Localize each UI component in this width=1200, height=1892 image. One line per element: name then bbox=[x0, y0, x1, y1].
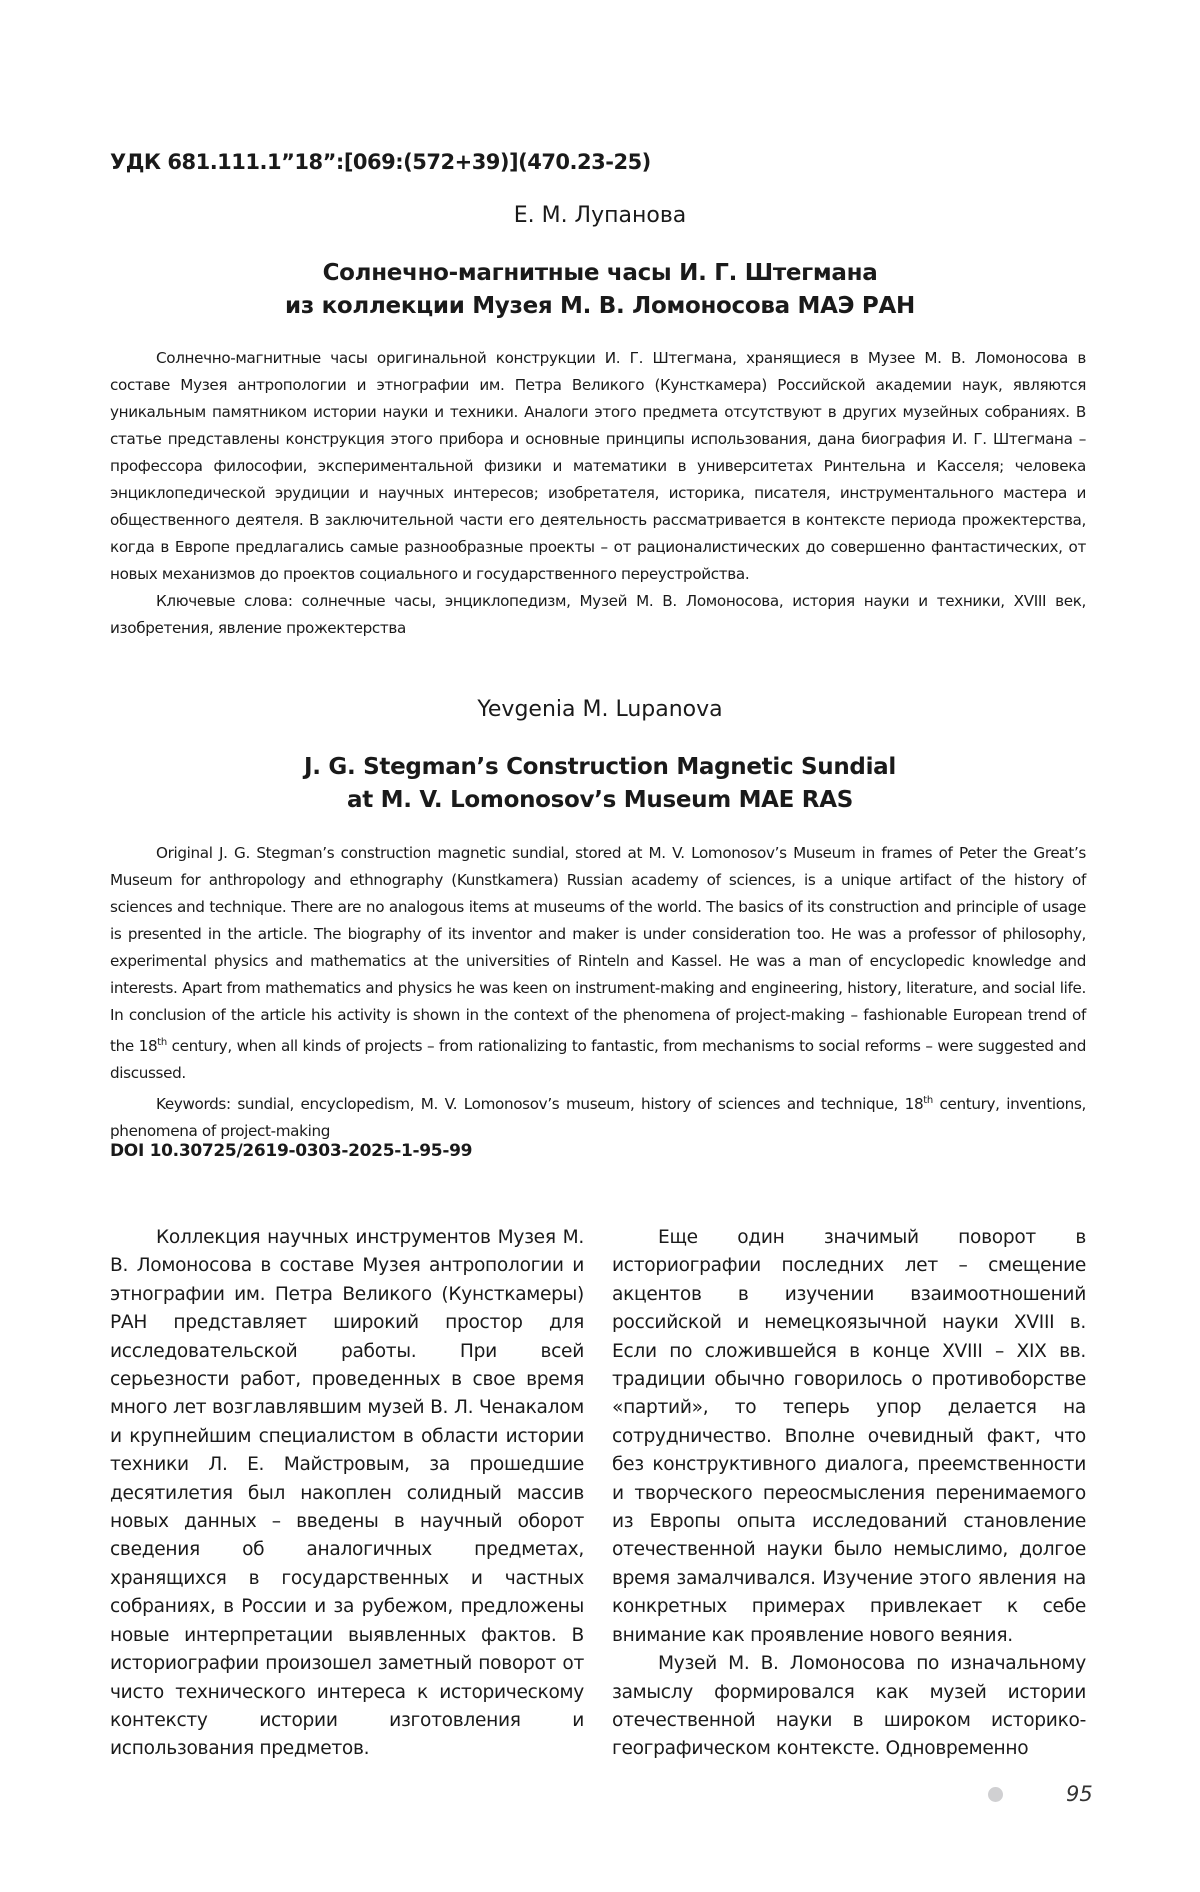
superscript: th bbox=[157, 1037, 167, 1048]
title-en-line1: J. G. Stegman’s Construction Magnetic Sundial bbox=[304, 754, 896, 780]
title-en bbox=[0, 751, 1200, 817]
abstract-en bbox=[110, 840, 1086, 1145]
abstract-ru bbox=[110, 345, 1086, 642]
body-column-right bbox=[612, 1224, 1086, 1764]
abstract-en-part1: Original J. G. Stegman’s construction magnetic sundial, stored at M. V. Lomonosov’s Museum in frames of Peter the Great’s Museum for anthropology and ethnography (Kunstkamera) Russian academy of sciences, is a unique artifact of the history of sciences and technique. There are no analogous items at museums of the world. The basics of its construction and principle of usage is presented in the article. The biography of its inventor and maker is under consideration too. He was a professor of philosophy, experimental physics and mathematics at the universities of Rinteln and Kassel. He was a man of encyclopedic knowledge and interests. Apart from mathematics and physics he was keen on instrument-making and engineering, history, literature, and social life. In conclusion of the article his activity is shown in the context of the phenomena of project-making – fashionable European trend of the 18 bbox=[110, 844, 1086, 1056]
title-ru bbox=[0, 257, 1200, 323]
body-column-left bbox=[110, 1224, 584, 1764]
doi: DOI 10.30725/2619-0303-2025-1-95-99 bbox=[110, 1141, 473, 1161]
superscript: th bbox=[923, 1095, 933, 1107]
title-ru-line1: Солнечно-магнитные часы И. Г. Штегмана bbox=[322, 260, 878, 286]
keywords-ru: Ключевые слова: солнечные часы, энциклопедизм, Музей М. В. Ломоносова, история науки и техники, XVIII век, изобретения, явление прожектерства bbox=[110, 592, 1086, 637]
keywords-en-part1: Keywords: sundial, encyclopedism, M. V. Lomonosov’s museum, history of sciences and technique, 18 bbox=[156, 1095, 924, 1114]
title-en-line2: at M. V. Lomonosov’s Museum MAE RAS bbox=[347, 787, 853, 813]
page-number: 95 bbox=[1066, 1782, 1093, 1806]
page-dot-decoration bbox=[988, 1787, 1003, 1802]
abstract-en-part2: century, when all kinds of projects – from rationalizing to fantastic, from mechanisms to social reforms – were suggested and discussed. bbox=[110, 1037, 1086, 1083]
author-ru: Е. М. Лупанова bbox=[513, 203, 687, 228]
body-paragraph: Коллекция научных инструментов Музея М. В. Ломоносова в составе Музея антропологии и этнографии им. Петра Великого (Кунсткамеры) РАН представляет широкий простор для исследовательской работы. При всей серьезности работ, проведенных в свое время много лет возглавлявшим музей В. Л. Ченакалом и крупнейшим специалистом в области истории техники Л. Е. Майстровым, за прошедшие десятилетия был накоплен солидный массив новых данных – введены в научный оборот сведения об аналогичных предметах, хранящихся в государственных и частных собраниях, в России и за рубежом, предложены новые интерпретации выявленных фактов. В историографии произошел заметный поворот от чисто технического интереса к историческому контексту истории изготовления и использования предметов. bbox=[110, 1227, 584, 1760]
title-ru-line2: из коллекции Музея М. В. Ломоносова МАЭ РАН bbox=[285, 293, 915, 319]
author-en: Yevgenia M. Lupanova bbox=[477, 697, 723, 722]
keywords-en bbox=[110, 1087, 1086, 1145]
body-paragraph: Музей М. В. Ломоносова по изначальному замыслу формировался как музей истории отечественной науки в широком историко-географическом контексте. Одновременно bbox=[612, 1653, 1086, 1760]
abstract-en-text bbox=[110, 840, 1086, 1087]
body-paragraph: Еще один значимый поворот в историографии последних лет – смещение акцентов в изучении взаимоотношений российской и немецкоязычной науки XVIII в. Если по сложившейся в конце XVIII – XIX вв. традиции обычно говорилось о противоборстве «партий», то теперь упор делается на сотрудничество. Вполне очевидный факт, что без конструктивного диалога, преемственности и творческого переосмысления перенимаемого из Европы опыта исследований становление отечественной науки было немыслимо, долгое время замалчивался. Изучение этого явления на конкретных примерах привлекает к себе внимание как проявление нового веяния. bbox=[612, 1227, 1086, 1646]
abstract-ru-text: Солнечно-магнитные часы оригинальной конструкции И. Г. Штегмана, хранящиеся в Музее М. В. Ломоносова в составе Музея антропологии и этнографии им. Петра Великого (Кунсткамера) Российской академии наук, являются уникальным памятником истории науки и техники. Аналоги этого предмета отсутствуют в других музейных собраниях. В статье представлены конструкция этого прибора и основные принципы использования, дана биография И. Г. Штегмана – профессора философии, экспериментальной физики и математики в университетах Ринтельна и Касселя; человека энциклопедической эрудиции и научных интересов; изобретателя, историка, писателя, инструментального мастера и общественного деятеля. В заключительной части его деятельность рассматривается в контексте периода прожектерства, когда в Европе предлагались самые разнообразные проекты – от рационалистических до совершенно фантастических, от новых механизмов до проектов социального и государственного переустройства. bbox=[110, 349, 1086, 583]
keywords-en-part2: century, inventions, phenomena of project-making bbox=[110, 1095, 1087, 1141]
udk-code: УДК 681.111.1”18”:[069:(572+39)](470.23-25) bbox=[110, 150, 651, 174]
